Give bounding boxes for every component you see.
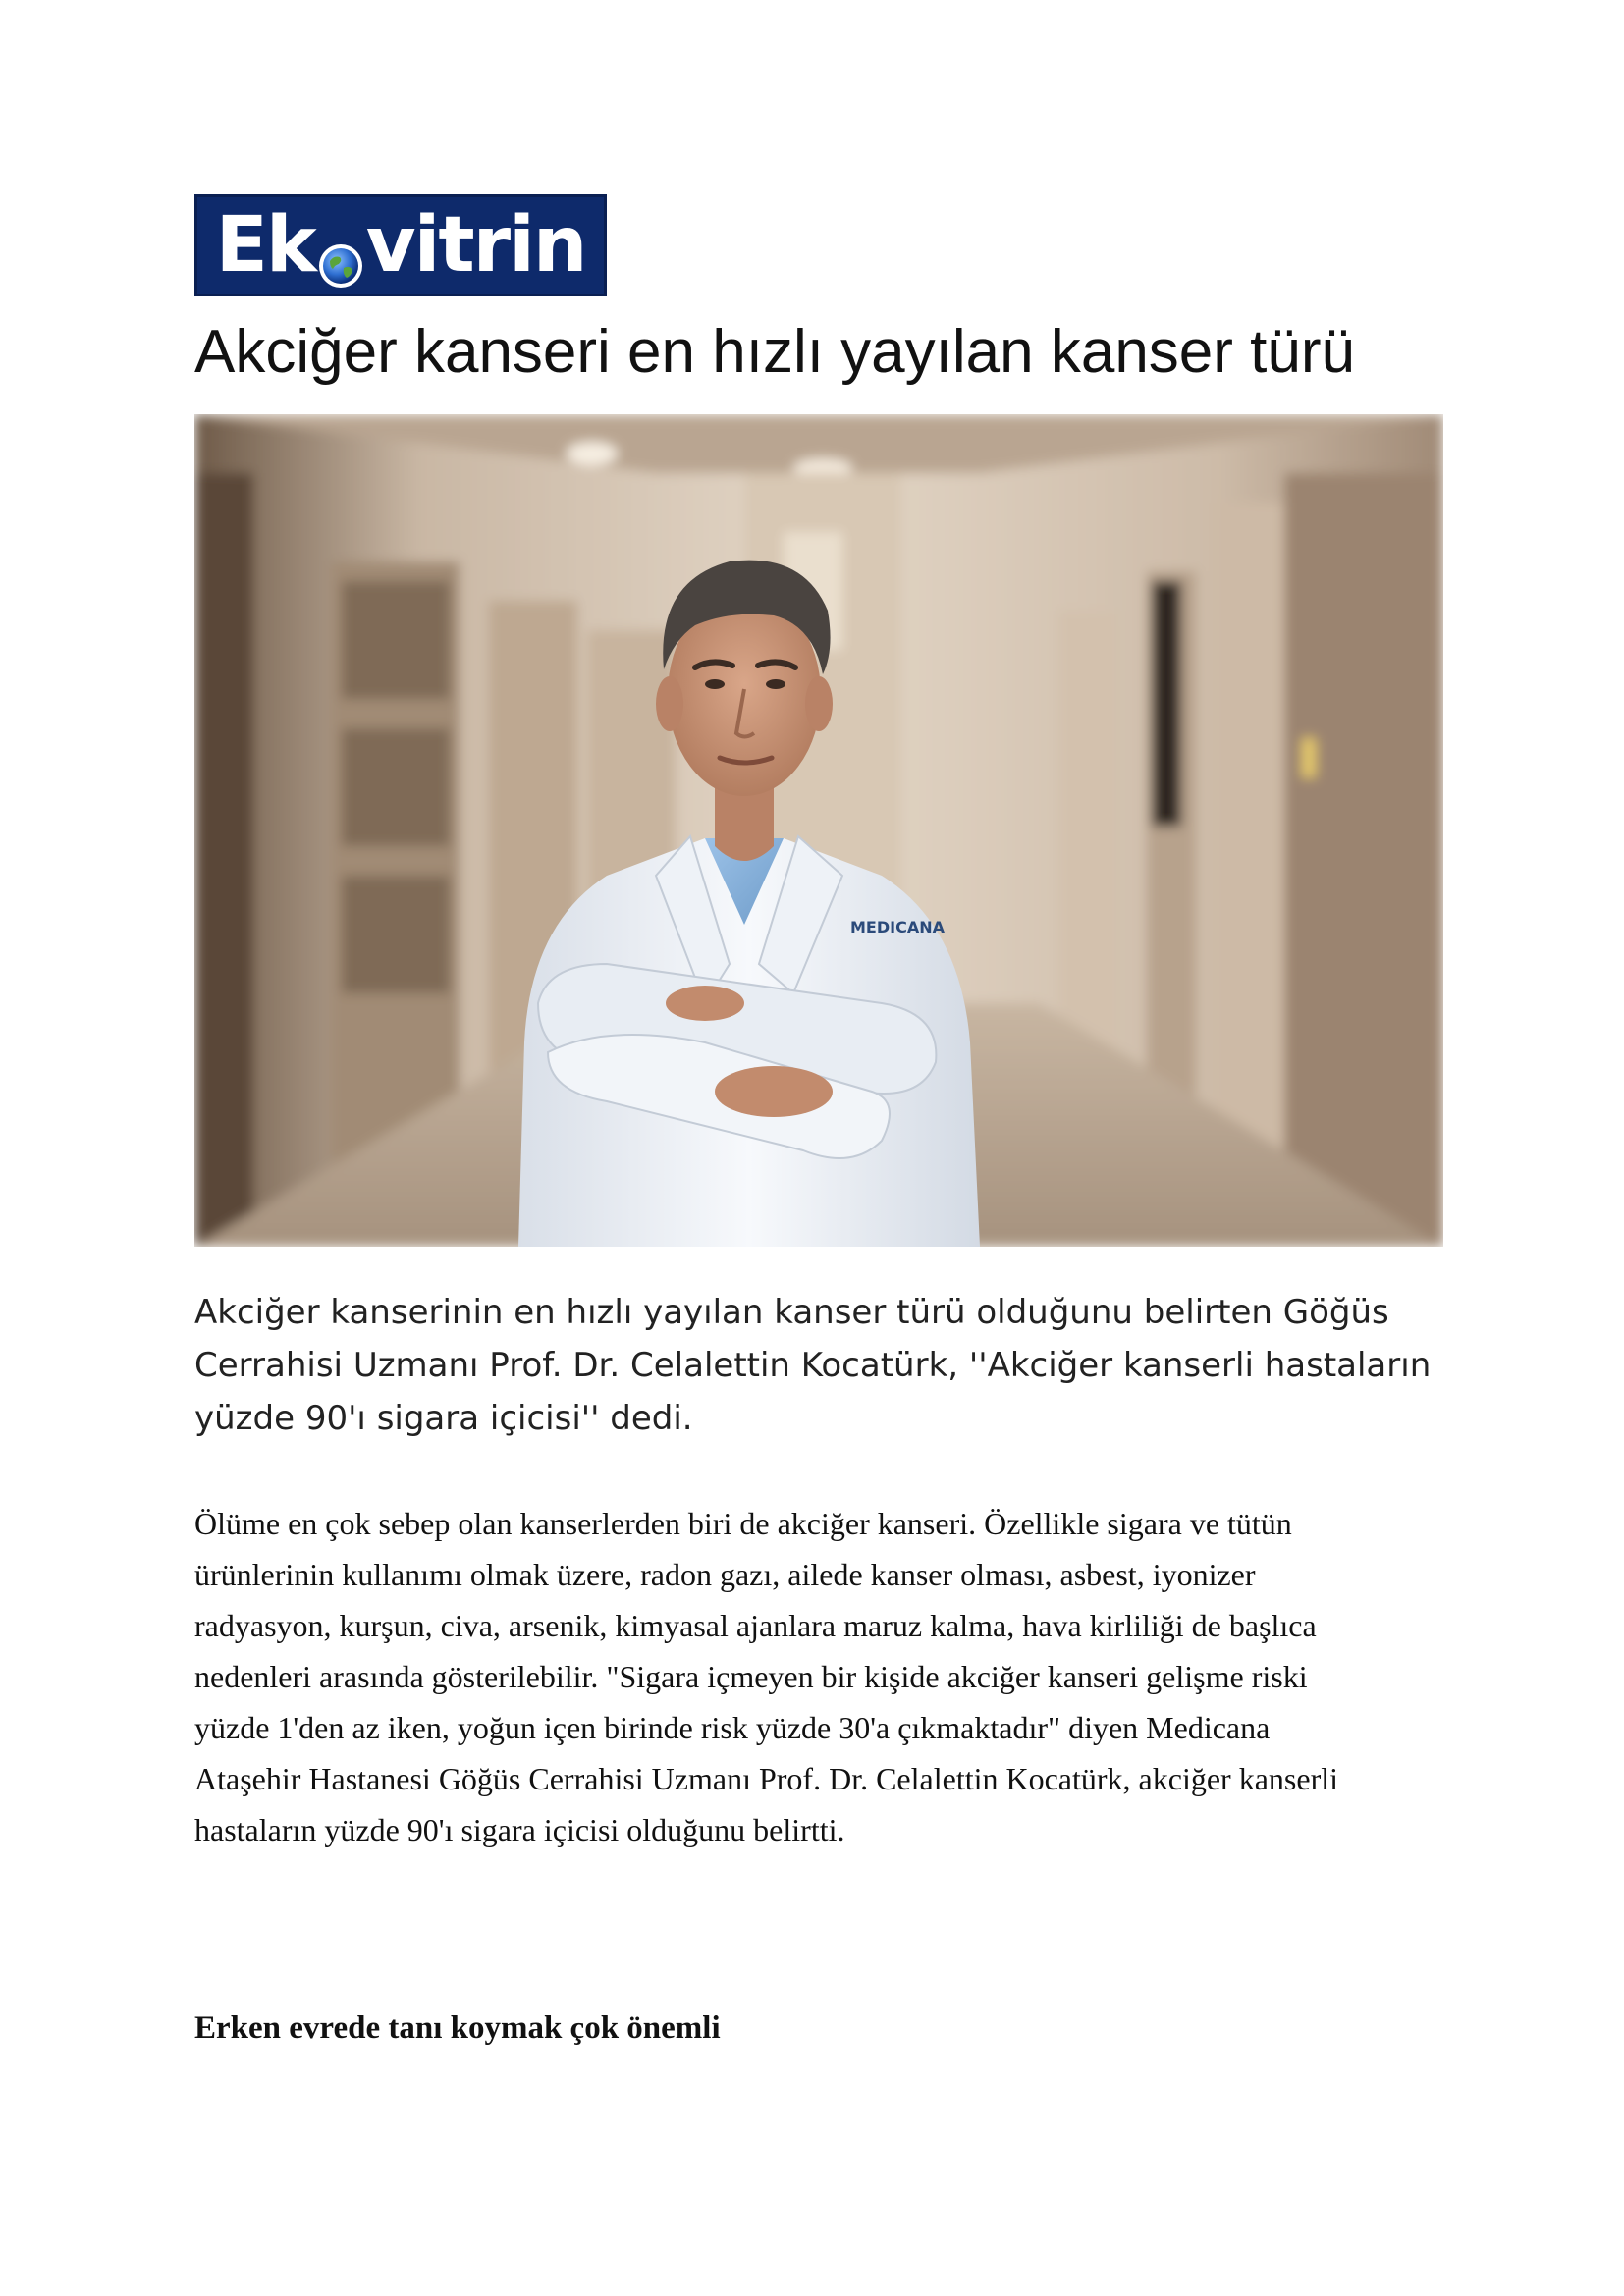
- logo-text-start: Ek: [215, 201, 315, 290]
- body-line: hastaların yüzde 90'ı sigara içicisi olduğunu belirtti.: [194, 1812, 845, 1847]
- logo-wordmark: [215, 201, 586, 290]
- body-line: Ölüme en çok sebep olan kanserlerden biri de akciğer kanseri. Özellikle sigara ve tütün: [194, 1506, 1292, 1541]
- logo-text-end: vitrin: [365, 201, 586, 290]
- body-line: radyasyon, kurşun, civa, arsenik, kimyasal ajanlara maruz kalma, hava kirliliği de başlıca: [194, 1608, 1317, 1643]
- body-line: ürünlerinin kullanımı olmak üzere, radon gazı, ailede kanser olması, asbest, iyonizer: [194, 1557, 1256, 1592]
- article-photo: [194, 414, 1443, 1247]
- lead-line: Cerrahisi Uzmanı Prof. Dr. Celalettin Kocatürk, ''Akciğer kanserli hastaların: [194, 1346, 1432, 1385]
- body-line: yüzde 1'den az iken, yoğun içen birinde risk yüzde 30'a çıkmaktadır" diyen Medicana: [194, 1710, 1271, 1745]
- coat-badge: MEDICANA: [850, 918, 945, 936]
- lead-line: Akciğer kanserinin en hızlı yayılan kanser türü olduğunu belirten Göğüs: [194, 1293, 1389, 1332]
- lead-line: yüzde 90'ı sigara içicisi'' dedi.: [194, 1399, 693, 1438]
- ekovitrin-logo[interactable]: [194, 194, 607, 296]
- globe-icon: [316, 227, 365, 276]
- article-lead: [194, 1286, 1461, 1445]
- section-subheading: Erken evrede tanı koymak çok önemli: [194, 2010, 721, 2046]
- body-line: Ataşehir Hastanesi Göğüs Cerrahisi Uzmanı Prof. Dr. Celalettin Kocatürk, akciğer kanserli: [194, 1761, 1338, 1796]
- article-title: Akciğer kanseri en hızlı yayılan kanser türü: [194, 318, 1355, 386]
- article-body: [194, 1498, 1461, 1855]
- body-line: nedenleri arasında gösterilebilir. "Sigara içmeyen bir kişide akciğer kanseri gelişme riski: [194, 1659, 1308, 1694]
